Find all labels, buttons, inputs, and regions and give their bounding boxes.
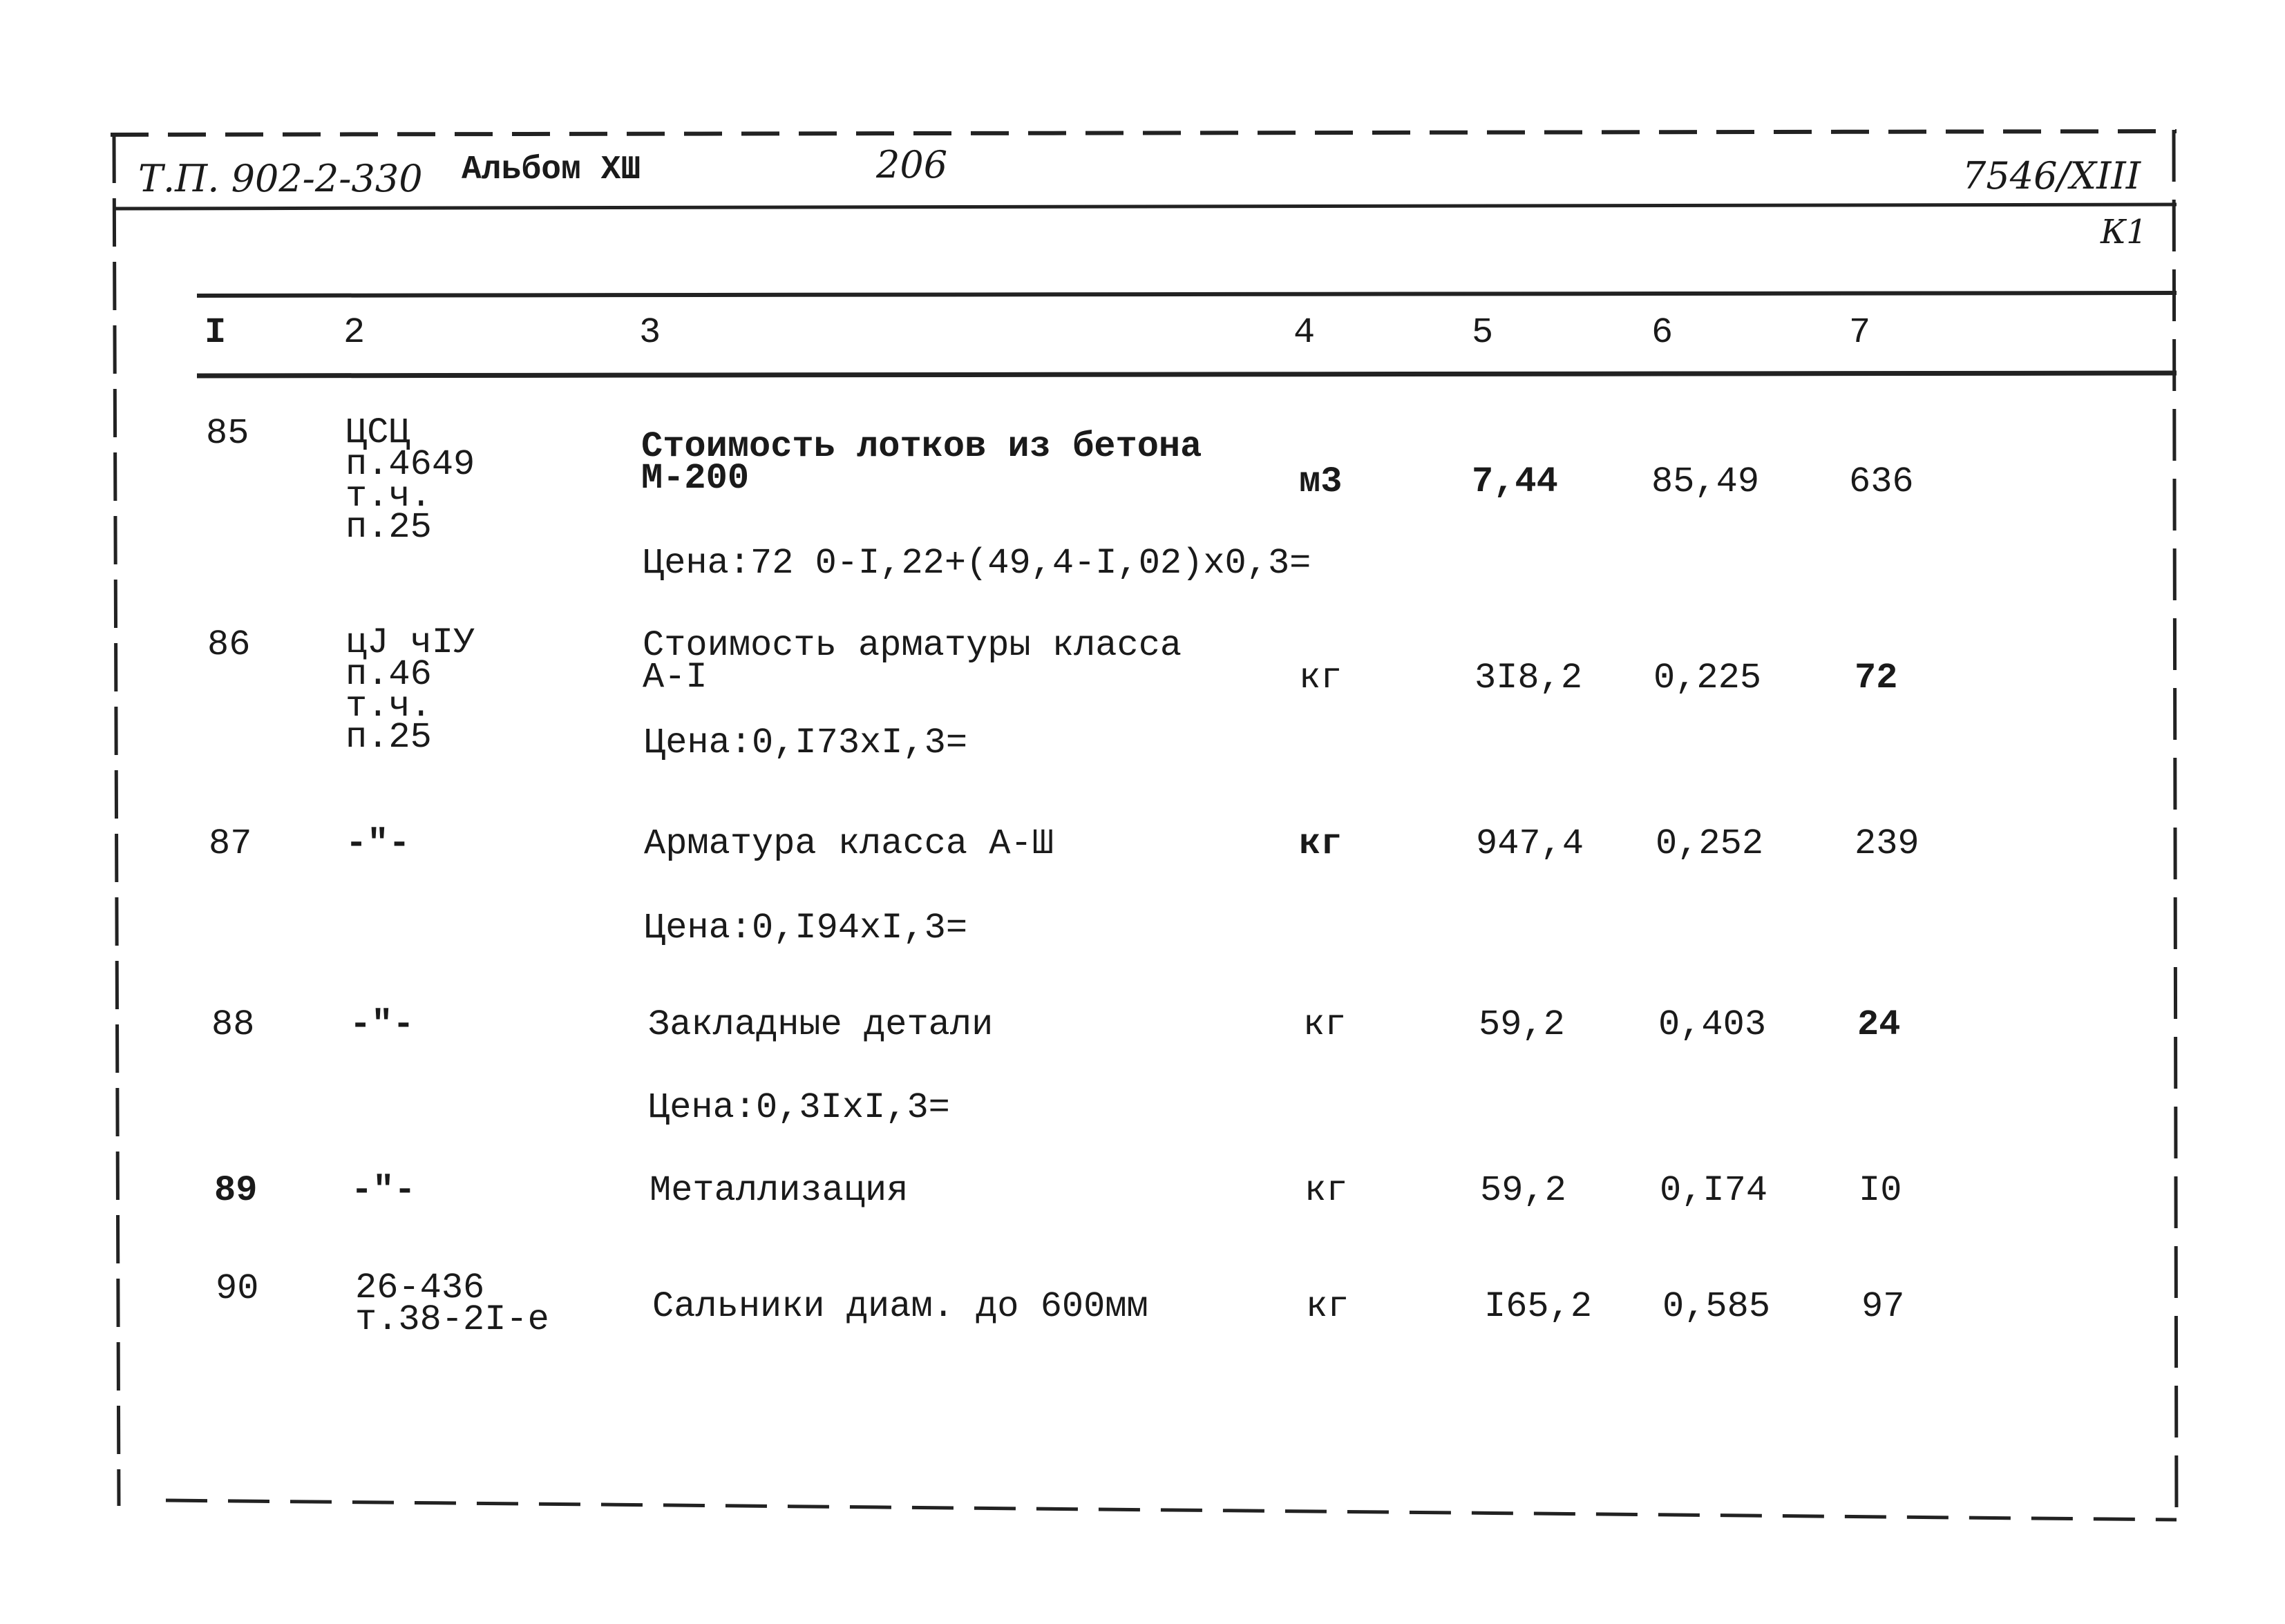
row-total: I0 — [1859, 1170, 1902, 1211]
row-description: Металлизация — [650, 1170, 909, 1211]
registry-number: 7546/XIII — [1962, 154, 2141, 198]
row-number: 90 — [216, 1268, 259, 1309]
row-total: 24 — [1857, 1004, 1901, 1045]
row-number: 89 — [214, 1170, 258, 1211]
row-reference: -"- — [351, 1170, 416, 1211]
sheet-label: К1 — [2101, 213, 2147, 251]
page-number: 206 — [876, 143, 948, 187]
row-number: 85 — [206, 413, 249, 454]
row-unit: кг — [1305, 1170, 1348, 1211]
column-header-2: 2 — [343, 312, 366, 353]
row-price: 0,403 — [1658, 1004, 1767, 1045]
row-total: 72 — [1855, 658, 1898, 698]
row-description: Сальники диам. до 600мм — [652, 1286, 1148, 1327]
row-description: Закладные детали — [648, 1004, 994, 1045]
row-price-note: Цена:0,I73хI,3= — [644, 723, 968, 763]
doc-code: Т.П. 902-2-330 — [138, 157, 423, 200]
row-reference: цJ чIУ п.46 т.ч. п.25 — [345, 622, 475, 758]
column-header-3: 3 — [639, 312, 661, 353]
column-header-5: 5 — [1472, 312, 1494, 353]
row-quantity: 3I8,2 — [1475, 658, 1583, 698]
row-price: 0,I74 — [1660, 1170, 1768, 1211]
row-number: 86 — [207, 624, 251, 665]
row-number: 88 — [211, 1004, 255, 1045]
row-description: Арматура класса А-Ш — [644, 823, 1054, 864]
column-header-4: 4 — [1293, 312, 1316, 353]
row-quantity: 7,44 — [1472, 461, 1558, 502]
row-description: Стоимость арматуры класса А-I — [643, 625, 1182, 698]
row-price: 0,225 — [1653, 658, 1762, 698]
row-reference: -"- — [350, 1004, 415, 1045]
row-quantity: 947,4 — [1476, 823, 1584, 864]
row-description: Стоимость лотков из бетона М-200 — [641, 426, 1202, 499]
row-total: 636 — [1849, 461, 1914, 502]
column-header-7: 7 — [1849, 312, 1871, 353]
row-reference: -"- — [345, 823, 410, 864]
album-label: Альбом XШ — [462, 151, 641, 189]
column-header-1: I — [205, 312, 227, 353]
row-quantity: I65,2 — [1484, 1286, 1593, 1327]
row-number: 87 — [209, 823, 252, 864]
row-unit: кг — [1306, 1286, 1349, 1327]
row-price-note: Цена:0,I94хI,3= — [644, 908, 968, 948]
row-reference: 26-436 т.38-2I-е — [355, 1268, 549, 1340]
row-quantity: 59,2 — [1480, 1170, 1566, 1211]
row-price: 0,252 — [1656, 823, 1764, 864]
row-unit: кг — [1299, 823, 1343, 864]
row-reference: ЦСЦ п.4649 т.ч. п.25 — [345, 412, 475, 548]
row-unit: кг — [1303, 1004, 1347, 1045]
row-price-note: Цена:72 0-I,22+(49,4-I,02)х0,3= — [643, 543, 1311, 584]
row-price-note: Цена:0,3IхI,3= — [648, 1087, 950, 1128]
row-unit: кг — [1299, 658, 1343, 698]
row-total: 239 — [1855, 823, 1919, 864]
row-unit: м3 — [1299, 461, 1343, 502]
row-price: 0,585 — [1662, 1286, 1771, 1327]
row-quantity: 59,2 — [1479, 1004, 1565, 1045]
row-total: 97 — [1861, 1286, 1905, 1327]
column-header-6: 6 — [1651, 312, 1674, 353]
row-price: 85,49 — [1651, 461, 1760, 502]
